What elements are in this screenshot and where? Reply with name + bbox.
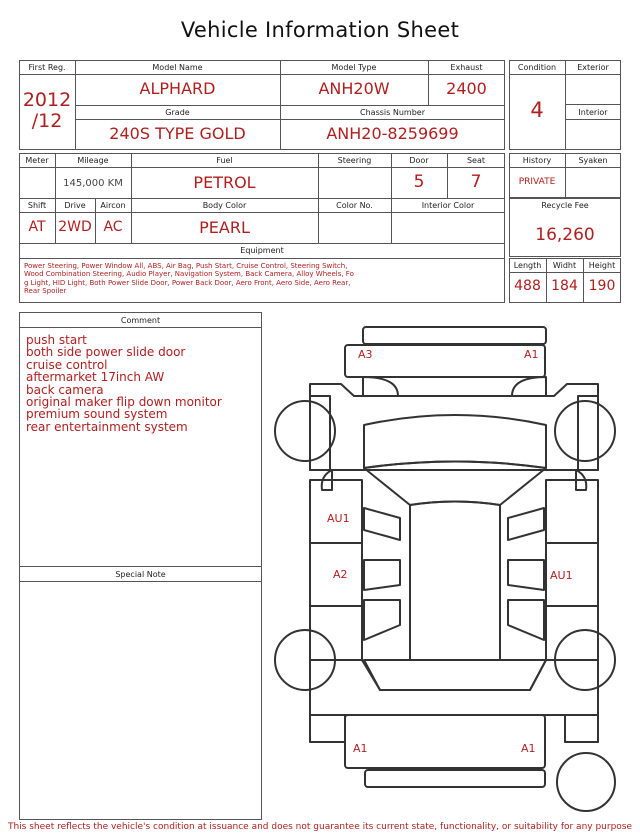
comment-label: Comment: [120, 316, 161, 325]
right-front-door: [546, 480, 598, 543]
drive-label: Drive: [64, 201, 86, 210]
comment-line: cruise control: [26, 357, 108, 372]
disclaimer-footer: This sheet reflects the vehicle's condition at issuance and does not guarantee its current state, functionality, or suitability for any purpose: [7, 822, 633, 832]
interior-color-label: Interior Color: [421, 201, 475, 210]
front-left-wheel: [275, 401, 335, 461]
length-label: Length: [513, 261, 542, 270]
width-label: Widht: [552, 261, 577, 270]
aircon-label: Aircon: [100, 201, 126, 210]
comment-line: premium sound system: [26, 407, 168, 422]
front-bumper: [363, 327, 546, 344]
damage-mark-left-front-door: AU1: [327, 512, 350, 525]
damage-mark-rear-right: A1: [521, 742, 536, 755]
rear-bumper: [345, 715, 545, 768]
condition-value: 4: [530, 98, 544, 122]
front-right-wheel: [555, 401, 615, 461]
body-color-label: Body Color: [202, 201, 247, 210]
first-reg-year: 2012: [22, 89, 72, 111]
comment-line: original maker flip down monitor: [26, 395, 222, 410]
windshield: [364, 462, 546, 506]
damage-mark-right-side: AU1: [550, 569, 573, 582]
recycle-fee-value: 16,260: [535, 225, 595, 245]
front-bumper-lower: [345, 345, 545, 377]
comment-line: aftermarket 17inch AW: [26, 370, 165, 385]
roof: [410, 502, 500, 661]
model-type-value: ANH20W: [318, 79, 390, 98]
condition-label: Condition: [517, 63, 557, 72]
model-type-label: Model Type: [331, 63, 377, 72]
color-no-label: Color No.: [336, 201, 373, 210]
interior-label: Interior: [578, 108, 608, 117]
exhaust-label: Exhaust: [450, 63, 483, 72]
comment-line: push start: [26, 333, 87, 347]
drive-value: 2WD: [58, 219, 92, 235]
damage-mark-left-rear-door: A2: [333, 568, 348, 581]
damage-mark-front-left: A3: [358, 348, 373, 361]
height-label: Height: [588, 261, 616, 270]
shift-value: AT: [28, 219, 46, 235]
damage-mark-front-right: A1: [524, 348, 539, 361]
mileage-value: 145,000 KM: [63, 178, 123, 189]
length-value: 488: [514, 278, 541, 294]
first-reg-month: /12: [31, 110, 63, 132]
equipment-list: Power Steering, Power Window All, ABS, Air Bag, Push Start, Cruise Control, Steering Switch, Wood Combination Steering, Audio Player, Navigation System, Back Camera, Alloy Wheels, Fog Light, HID Light, Both Power Slide Door, Power Back Door, Aero Front, Aero Side, Aero Rear, Rear Spoiler: [24, 262, 354, 295]
comment-line: rear entertainment system: [26, 419, 188, 434]
door-value: 5: [413, 172, 425, 192]
syaken-label: Syaken: [578, 156, 608, 165]
history-label: History: [522, 156, 552, 165]
height-value: 190: [588, 278, 616, 294]
seat-label: Seat: [466, 156, 486, 165]
model-name-value: ALPHARD: [139, 79, 216, 98]
equipment-label: Equipment: [240, 246, 284, 255]
chassis-number-value: ANH20-8259699: [326, 124, 459, 143]
spare-wheel: [557, 753, 615, 811]
model-name-label: Model Name: [152, 63, 203, 72]
special-note-label: Special Note: [115, 570, 166, 579]
grade-value: 240S TYPE GOLD: [109, 124, 246, 143]
meter-label: Meter: [25, 156, 49, 165]
chassis-number-label: Chassis Number: [360, 108, 425, 117]
first-reg-label: First Reg.: [28, 63, 66, 72]
comment-line: both side power slide door: [26, 345, 186, 360]
mileage-label: Mileage: [77, 156, 109, 165]
exterior-label: Exterior: [577, 63, 609, 72]
width-value: 184: [551, 278, 578, 294]
damage-mark-rear-left: A1: [353, 742, 368, 755]
door-label: Door: [409, 156, 429, 165]
comment-line: back camera: [26, 382, 104, 397]
shift-label: Shift: [27, 201, 47, 210]
aircon-value: AC: [103, 219, 123, 235]
rear-hatch: [310, 660, 598, 715]
recycle-fee-label: Recycle Fee: [541, 201, 589, 210]
sheet-title: Vehicle Information Sheet: [180, 18, 460, 42]
seat-value: 7: [470, 172, 482, 192]
grade-label: Grade: [165, 108, 190, 117]
steering-label: Steering: [337, 156, 372, 165]
body-color-value: PEARL: [199, 218, 250, 237]
exhaust-value: 2400: [446, 79, 487, 98]
history-value: PRIVATE: [518, 177, 556, 187]
fuel-label: Fuel: [216, 156, 233, 165]
fuel-value: PETROL: [193, 173, 256, 192]
